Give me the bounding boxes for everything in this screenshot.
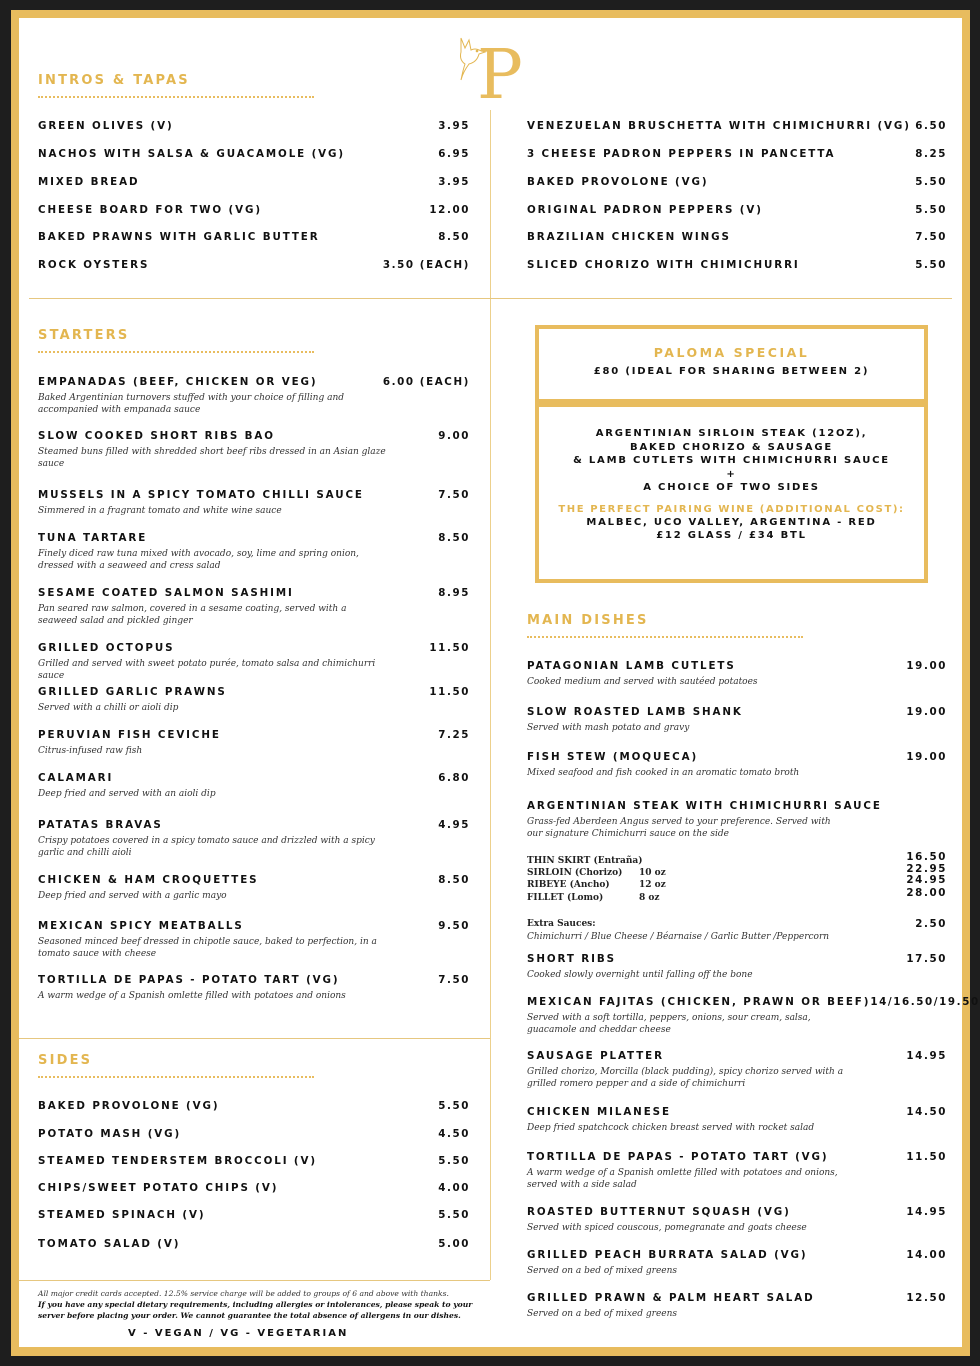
- special-title: PALOMA SPECIAL: [653, 345, 810, 360]
- section-title-starters: STARTERS: [38, 328, 130, 343]
- item-name: CALAMARI: [38, 772, 114, 784]
- item-name: CHEESE BOARD FOR TWO (VG): [38, 204, 262, 216]
- item-description: Served with a chilli or aioli dip: [38, 703, 179, 713]
- item-price: 11.50: [906, 1151, 947, 1163]
- menu-item: [38, 120, 470, 132]
- item-price: 8.50: [438, 231, 470, 243]
- menu-item: [527, 1249, 947, 1261]
- item-price: 14.50: [906, 1106, 947, 1118]
- item-description: Baked Argentinian turnovers stuffed with your choice of filling and accompanied with empanada sauce: [38, 393, 345, 415]
- item-price: 5.00: [438, 1238, 470, 1250]
- item-price: 8.50: [438, 532, 470, 544]
- item-name: TOMATO SALAD (V): [38, 1238, 181, 1250]
- steak-price: 28.00: [906, 887, 947, 899]
- item-price: 6.50: [915, 120, 947, 132]
- svg-text:P: P: [477, 36, 523, 100]
- menu-item: [38, 176, 470, 188]
- menu-item: [38, 819, 470, 831]
- item-price: 7.50: [438, 489, 470, 501]
- menu-item: [38, 231, 470, 243]
- item-description: Deep fried and served with a garlic mayo: [38, 891, 227, 901]
- menu-item: [38, 430, 470, 442]
- item-price: 19.00: [906, 706, 947, 718]
- item-description: Deep fried spatchcock chicken breast served with rocket salad: [527, 1123, 815, 1133]
- item-description: Simmered in a fragrant tomato and white wine sauce: [38, 506, 282, 516]
- item-price: 3.95: [438, 120, 470, 132]
- item-price: 19.00: [906, 660, 947, 672]
- item-name: GRILLED OCTOPUS: [38, 642, 175, 654]
- item-description: A warm wedge of a Spanish omlette filled with potatoes and onions: [38, 991, 346, 1001]
- item-description: Finely diced raw tuna mixed with avocado, soy, lime and spring onion, dressed with a seaweed and cress salad: [38, 549, 359, 571]
- footer-note: All major credit cards accepted. 12.5% service charge will be added to groups of 6 and above with thanks. If you have any special dietary requirements, including allergies or intolerances, please speak to your server before placing your order. We cannot guarantee the total absence of allergens in our dishes.: [38, 1289, 473, 1320]
- item-description: Served on a bed of mixed greens: [527, 1309, 678, 1319]
- steak-cut: RIBEYE (Ancho): [527, 880, 610, 890]
- item-name: SLOW ROASTED LAMB SHANK: [527, 706, 743, 718]
- menu-page: [19, 18, 980, 1347]
- menu-item: [38, 920, 470, 932]
- item-price: 5.50: [915, 176, 947, 188]
- item-description: Served with a soft tortilla, peppers, onions, sour cream, salsa, guacamole and cheddar cheese: [527, 1013, 811, 1035]
- column-divider: [490, 110, 491, 1280]
- menu-item: [527, 660, 947, 672]
- special-line: A CHOICE OF TWO SIDES: [643, 482, 820, 493]
- item-price: 14.95: [906, 1050, 947, 1062]
- menu-item: [527, 800, 947, 812]
- item-price: 7.25: [438, 729, 470, 741]
- item-price: 3.95: [438, 176, 470, 188]
- steak-weight: 12 oz: [639, 880, 666, 890]
- item-price: 8.50: [438, 874, 470, 886]
- item-description: Served on a bed of mixed greens: [527, 1266, 678, 1276]
- item-description: Grilled and served with sweet potato purée, tomato salsa and chimichurri sauce: [38, 659, 376, 681]
- item-description: Grass-fed Aberdeen Angus served to your preference. Served with our signature Chimichurri sauce on the side: [527, 817, 831, 839]
- item-name: TORTILLA DE PAPAS - POTATO TART (VG): [38, 974, 340, 986]
- item-description: Mixed seafood and fish cooked in an aromatic tomato broth: [527, 768, 800, 778]
- item-name: SLICED CHORIZO WITH CHIMICHURRI: [527, 259, 800, 271]
- menu-item: [527, 751, 947, 763]
- item-description: Steamed buns filled with shredded short beef ribs dressed in an Asian glaze sauce: [38, 447, 386, 469]
- menu-item: [38, 642, 470, 654]
- item-name: GREEN OLIVES (V): [38, 120, 174, 132]
- item-name: CHIPS/SWEET POTATO CHIPS (V): [38, 1182, 279, 1194]
- hummingbird-logo-icon: [449, 30, 529, 100]
- item-name: FISH STEW (MOQUECA): [527, 751, 699, 763]
- row-divider: [19, 1038, 490, 1039]
- special-header-box: [535, 325, 928, 403]
- item-name: MUSSELS IN A SPICY TOMATO CHILLI SAUCE: [38, 489, 364, 501]
- item-name: PATATAS BRAVAS: [38, 819, 163, 831]
- item-description: Served with mash potato and gravy: [527, 723, 690, 733]
- item-price: 5.50: [915, 259, 947, 271]
- item-price: 6.80: [438, 772, 470, 784]
- special-line: ARGENTINIAN SIRLOIN STEAK (12OZ),: [595, 428, 868, 439]
- item-description: Served with spiced couscous, pomegranate and goats cheese: [527, 1223, 807, 1233]
- item-price: 6.95: [438, 148, 470, 160]
- steak-cut: SIRLOIN (Chorizo): [527, 868, 623, 878]
- menu-item: [527, 120, 947, 132]
- item-name: PERUVIAN FISH CEVICHE: [38, 729, 221, 741]
- item-description: Seasoned minced beef dressed in chipotle sauce, baked to perfection, in a tomato sauce with cheese: [38, 937, 377, 959]
- item-price: 4.95: [438, 819, 470, 831]
- item-price: 8.25: [915, 148, 947, 160]
- item-name: GRILLED PRAWN & PALM HEART SALAD: [527, 1292, 815, 1304]
- item-price: 11.50: [429, 686, 470, 698]
- item-name: EMPANADAS (BEEF, CHICKEN OR VEG): [38, 376, 318, 388]
- section-title-mains: MAIN DISHES: [527, 613, 649, 628]
- menu-item: [527, 953, 947, 965]
- menu-item: [527, 1292, 947, 1304]
- sauces-list: Chimichurri / Blue Cheese / Béarnaise / Garlic Butter /Peppercorn: [527, 932, 830, 942]
- item-name: MEXICAN SPICY MEATBALLS: [38, 920, 244, 932]
- menu-item: [527, 231, 947, 243]
- row-divider: [19, 1280, 490, 1281]
- menu-item: [38, 148, 470, 160]
- item-price: 4.50: [438, 1128, 470, 1140]
- item-price: 5.50: [915, 204, 947, 216]
- menu-item: [527, 706, 947, 718]
- sauces-label: Extra Sauces:: [527, 919, 596, 929]
- item-description: Deep fried and served with an aioli dip: [38, 789, 216, 799]
- item-description: Cooked slowly overnight until falling off the bone: [527, 970, 753, 980]
- item-name: SESAME COATED SALMON SASHIMI: [38, 587, 294, 599]
- item-price: 6.00 (EACH): [382, 376, 470, 388]
- row-divider: [29, 298, 952, 299]
- sauces-price: 2.50: [915, 918, 947, 930]
- steak-price: 22.95: [906, 863, 947, 875]
- menu-item: [527, 1106, 947, 1118]
- item-name: NACHOS WITH SALSA & GUACAMOLE (VG): [38, 148, 346, 160]
- item-price: 14.00: [906, 1249, 947, 1261]
- item-price: 17.50: [906, 953, 947, 965]
- item-description: Cooked medium and served with sautéed potatoes: [527, 677, 758, 687]
- item-name: MEXICAN FAJITAS (CHICKEN, PRAWN OR BEEF): [527, 996, 871, 1008]
- item-name: SHORT RIBS: [527, 953, 616, 965]
- item-description: A warm wedge of a Spanish omlette filled with potatoes and onions, served with a side salad: [527, 1168, 838, 1190]
- special-line: & LAMB CUTLETS WITH CHIMICHURRI SAUCE: [573, 455, 890, 466]
- item-name: 3 CHEESE PADRON PEPPERS IN PANCETTA: [527, 148, 836, 160]
- steak-price: 24.95: [906, 874, 947, 886]
- item-name: BAKED PROVOLONE (VG): [38, 1100, 220, 1112]
- item-name: POTATO MASH (VG): [38, 1128, 182, 1140]
- wine-price: £12 GLASS / £34 BTL: [656, 530, 807, 541]
- menu-item: [527, 204, 947, 216]
- item-price: 11.50: [429, 642, 470, 654]
- menu-item: [38, 532, 470, 544]
- item-price: 3.50 (EACH): [382, 259, 470, 271]
- section-title-intros: INTROS & TAPAS: [38, 73, 190, 88]
- item-description: Crispy potatoes covered in a spicy tomato sauce and drizzled with a spicy garlic and chilli aioli: [38, 836, 375, 858]
- menu-item: [527, 996, 980, 1008]
- menu-item: [38, 1238, 470, 1250]
- item-name: STEAMED TENDERSTEM BROCCOLI (V): [38, 1155, 318, 1167]
- wine-label: THE PERFECT PAIRING WINE (ADDITIONAL COST):: [558, 503, 905, 515]
- item-name: VENEZUELAN BRUSCHETTA WITH CHIMICHURRI (VG): [527, 120, 911, 132]
- item-price: 7.50: [915, 231, 947, 243]
- section-title-sides: SIDES: [38, 1053, 93, 1068]
- menu-item: [38, 259, 470, 271]
- item-name: GRILLED PEACH BURRATA SALAD (VG): [527, 1249, 808, 1261]
- steak-cut: THIN SKIRT (Entraña): [527, 856, 643, 866]
- menu-item: [38, 204, 470, 216]
- item-price: 7.50: [438, 974, 470, 986]
- menu-item: [38, 686, 470, 698]
- item-price: 5.50: [438, 1209, 470, 1221]
- special-lines: [539, 427, 924, 495]
- menu-item: [38, 772, 470, 784]
- menu-item: [38, 1209, 470, 1221]
- menu-item: [527, 148, 947, 160]
- item-name: BRAZILIAN CHICKEN WINGS: [527, 231, 731, 243]
- item-name: TORTILLA DE PAPAS - POTATO TART (VG): [527, 1151, 829, 1163]
- item-price: 8.95: [438, 587, 470, 599]
- menu-item: [38, 1155, 470, 1167]
- diet-legend: V - VEGAN / VG - VEGETARIAN: [128, 1328, 349, 1339]
- item-name: CHICKEN MILANESE: [527, 1106, 671, 1118]
- section-divider: [38, 351, 314, 353]
- item-price: 12.50: [906, 1292, 947, 1304]
- menu-item: [38, 376, 470, 388]
- section-divider: [527, 636, 803, 638]
- item-name: CHICKEN & HAM CROQUETTES: [38, 874, 259, 886]
- steak-weight: 10 oz: [639, 868, 666, 878]
- steak-price: 16.50: [906, 851, 947, 863]
- menu-item: [38, 1182, 470, 1194]
- menu-item: [527, 1050, 947, 1062]
- item-name: BAKED PRAWNS WITH GARLIC BUTTER: [38, 231, 320, 243]
- item-price: 14.95: [906, 1206, 947, 1218]
- item-price: 9.00: [438, 430, 470, 442]
- item-name: GRILLED GARLIC PRAWNS: [38, 686, 227, 698]
- menu-item: [38, 1128, 470, 1140]
- menu-item: [38, 489, 470, 501]
- special-price: £80 (IDEAL FOR SHARING BETWEEN 2): [593, 366, 870, 377]
- item-price: 19.00: [906, 751, 947, 763]
- steak-weight: 8 oz: [639, 893, 660, 903]
- menu-item: [38, 587, 470, 599]
- item-name: ARGENTINIAN STEAK WITH CHIMICHURRI SAUCE: [527, 800, 882, 812]
- item-name: ROCK OYSTERS: [38, 259, 150, 271]
- item-name: SLOW COOKED SHORT RIBS BAO: [38, 430, 275, 442]
- menu-item: [38, 1100, 470, 1112]
- menu-item: [38, 974, 470, 986]
- item-description: Citrus-infused raw fish: [38, 746, 143, 756]
- item-name: ROASTED BUTTERNUT SQUASH (VG): [527, 1206, 791, 1218]
- item-name: PATAGONIAN LAMB CUTLETS: [527, 660, 736, 672]
- menu-item: [38, 729, 470, 741]
- wine-name: MALBEC, UCO VALLEY, ARGENTINA - RED: [586, 516, 877, 528]
- menu-item: [527, 1206, 947, 1218]
- item-description: Pan seared raw salmon, covered in a sesame coating, served with a seaweed salad and pickled ginger: [38, 604, 347, 626]
- item-price: 12.00: [429, 204, 470, 216]
- item-name: BAKED PROVOLONE (VG): [527, 176, 709, 188]
- item-name: ORIGINAL PADRON PEPPERS (V): [527, 204, 763, 216]
- item-price: 9.50: [438, 920, 470, 932]
- item-name: TUNA TARTARE: [38, 532, 148, 544]
- menu-item: [527, 176, 947, 188]
- item-name: STEAMED SPINACH (V): [38, 1209, 206, 1221]
- item-name: SAUSAGE PLATTER: [527, 1050, 664, 1062]
- special-line: +: [726, 468, 737, 480]
- item-price: 4.00: [438, 1182, 470, 1194]
- section-divider: [38, 96, 314, 98]
- menu-item: [527, 259, 947, 271]
- special-detail-box: [535, 403, 928, 583]
- menu-item: [527, 1151, 947, 1163]
- item-price: 5.50: [438, 1155, 470, 1167]
- section-divider: [38, 1076, 314, 1078]
- steak-cut: FILLET (Lomo): [527, 893, 604, 903]
- special-line: BAKED CHORIZO & SAUSAGE: [630, 441, 833, 453]
- item-name: MIXED BREAD: [38, 176, 140, 188]
- item-price: 5.50: [438, 1100, 470, 1112]
- item-description: Grilled chorizo, Morcilla (black pudding), spicy chorizo served with a grilled romero pepper and a side of chimichurri: [527, 1067, 844, 1089]
- item-price: 14/16.50/19.50: [870, 996, 980, 1008]
- menu-item: [38, 874, 470, 886]
